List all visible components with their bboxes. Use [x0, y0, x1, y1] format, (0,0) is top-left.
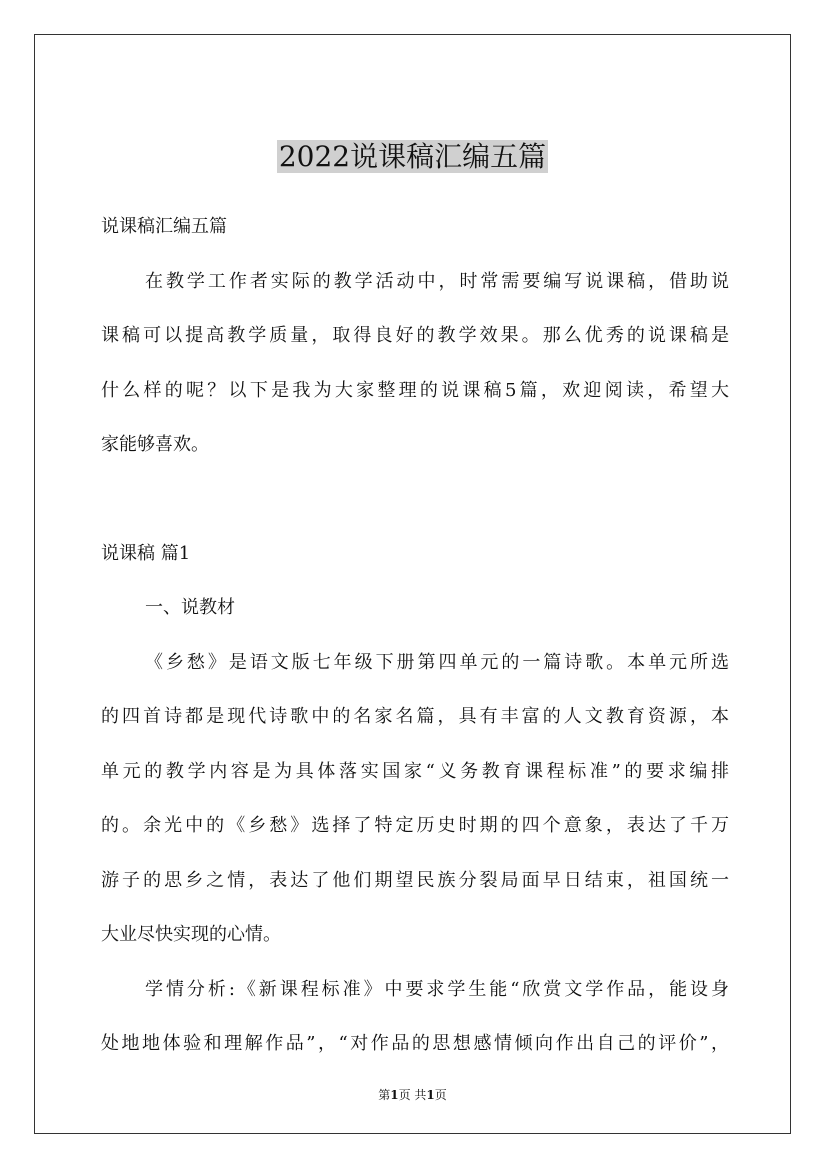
section-title: 说课稿 篇1	[101, 542, 191, 564]
footer-label: 页 共	[398, 1088, 427, 1102]
paragraph-line: 的。余光中的《乡愁》选择了特定历史时期的四个意象，表达了千万	[101, 815, 729, 836]
footer-page-current: 1	[390, 1088, 399, 1102]
intro-line: 在教学工作者实际的教学活动中，时常需要编写说课稿，借助说	[145, 270, 729, 292]
page-footer	[35, 1086, 790, 1103]
document-title	[35, 133, 790, 181]
intro-line: 课稿可以提高教学质量，取得良好的教学效果。那么优秀的说课稿是	[101, 325, 729, 346]
document-heading: 说课稿汇编五篇	[101, 216, 227, 237]
paragraph-line: 学情分析:《新课程标准》中要求学生能“欣赏文学作品，能设身	[145, 978, 729, 1000]
paragraph-line: 《乡愁》是语文版七年级下册第四单元的一篇诗歌。本单元所选	[145, 651, 729, 673]
paragraph-line: 处地地体验和理解作品”，“对作品的思想感情倾向作出自己的评价”，	[101, 1033, 729, 1054]
document-title-text: 2022说课稿汇编五篇	[278, 140, 547, 173]
paragraph-line: 单元的教学内容是为具体落实国家“义务教育课程标准”的要求编排	[101, 760, 729, 782]
paragraph-line: 大业尽快实现的心情。	[101, 924, 281, 945]
footer-page-total: 1	[426, 1088, 435, 1102]
footer-label: 页	[434, 1088, 447, 1102]
spacer	[101, 473, 729, 527]
document-page	[34, 34, 791, 1134]
subsection-title: 一、说教材	[145, 597, 235, 618]
paragraph-line: 的四首诗都是现代诗歌中的名家名篇，具有丰富的人文教育资源，本	[101, 706, 729, 727]
paragraph-line: 游子的思乡之情，表达了他们期望民族分裂局面早日结束，祖国统一	[101, 869, 729, 891]
intro-line: 什么样的呢？以下是我为大家整理的说课稿5篇，欢迎阅读，希望大	[101, 379, 729, 401]
intro-line: 家能够喜欢。	[101, 434, 209, 455]
footer-label: 第	[378, 1088, 391, 1102]
document-body	[101, 200, 729, 1072]
